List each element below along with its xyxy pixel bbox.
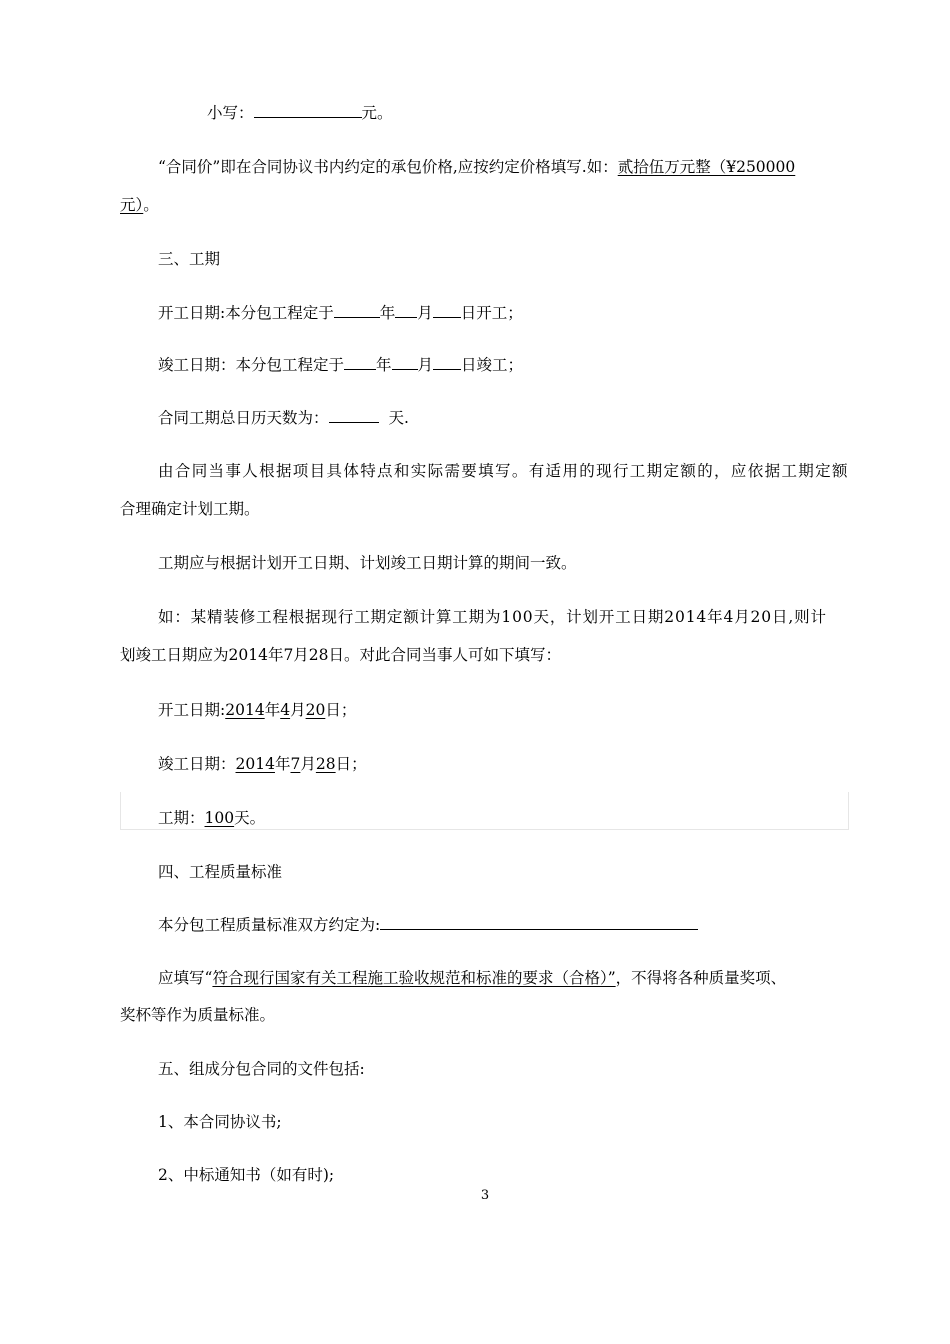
fill-instruction-line1: 由合同当事人根据项目具体特点和实际需要填写。有适用的现行工期定额的，应依据工期定额	[158, 462, 849, 480]
document-item-2: 2、中标通知书（如有时);	[158, 1166, 335, 1184]
contract-price-note-line2: 元）。	[120, 196, 159, 214]
finish-date-line: 竣工日期：本分包工程定于 年 月 日竣工；	[158, 356, 524, 374]
document-item-1: 1、本合同协议书;	[158, 1113, 282, 1131]
contract-price-note-line1: “合同价”即在合同协议书内约定的承包价格,应按约定价格填写.如：贰拾伍万元整（¥250000	[158, 158, 796, 176]
section-heading-schedule: 三、工期	[158, 250, 221, 268]
section-heading-quality: 四、工程质量标准	[158, 863, 283, 881]
section-heading-documents: 五、组成分包合同的文件包括:	[158, 1060, 365, 1078]
total-days-line: 合同工期总日历天数为： 天.	[158, 409, 409, 427]
quality-standard-line: 本分包工程质量标准双方约定为:	[158, 915, 845, 935]
fill-instruction-line2: 合理确定计划工期。	[120, 500, 260, 518]
amount-line: 小写： 元。	[207, 104, 393, 122]
example-note-line1: 如：某精装修工程根据现行工期定额计算工期为100天，计划开工日期2014年4月20日,则计	[158, 608, 827, 626]
example-note-line2: 划竣工日期应为2014年7月28日。对此合同当事人可如下填写：	[120, 646, 562, 664]
page-number: 3	[480, 1188, 490, 1203]
example-finish-date: 竣工日期：2014年7月28日；	[158, 755, 367, 773]
example-period: 工期：100天。	[158, 809, 266, 827]
quality-note-line1: 应填写“符合现行国家有关工程施工验收规范和标准的要求（合格）”，不得将各种质量奖项、	[158, 969, 787, 987]
start-date-line: 开工日期:本分包工程定于 年 月 日开工；	[158, 304, 523, 322]
example-start-date: 开工日期:2014年4月20日；	[158, 701, 357, 719]
quality-blank	[380, 915, 698, 930]
quality-note-line2: 奖杯等作为质量标准。	[120, 1006, 276, 1024]
consistency-note: 工期应与根据计划开工日期、计划竣工日期计算的期间一致。	[158, 554, 577, 572]
amount-blank	[254, 103, 362, 118]
